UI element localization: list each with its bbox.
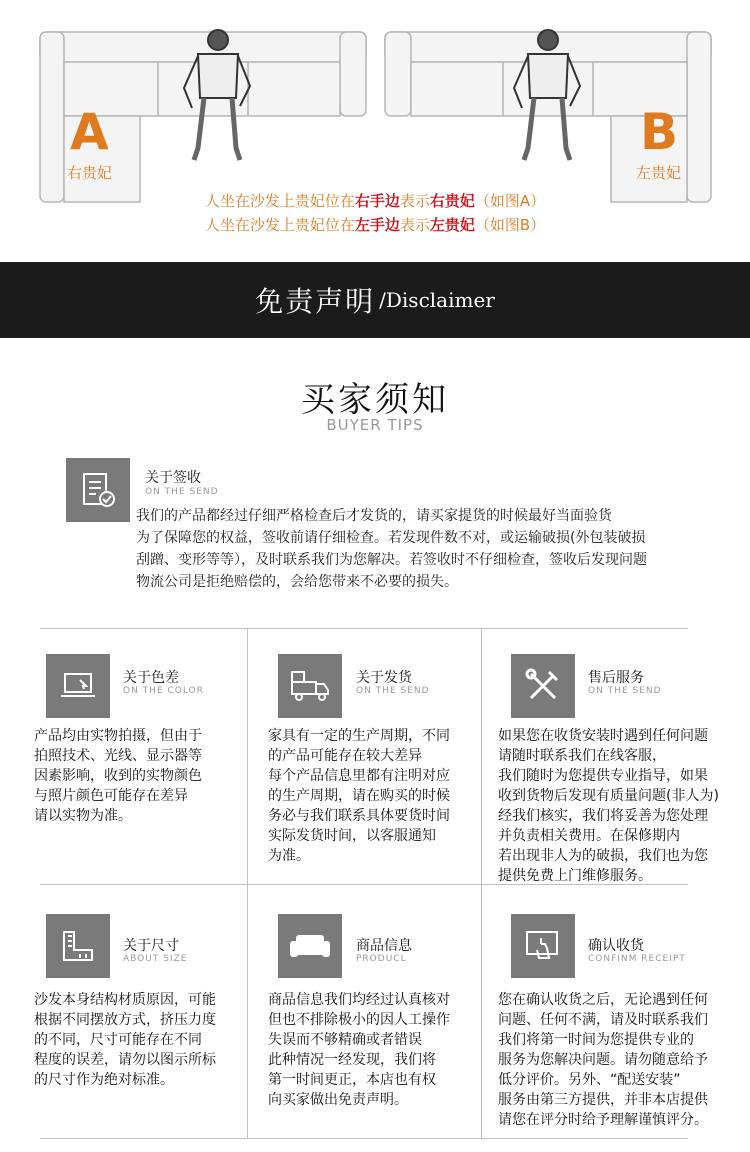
cell-subtitle: PRODUCL — [356, 954, 407, 964]
laptop-icon — [46, 654, 110, 718]
person-figure-b — [508, 28, 588, 168]
cell-line: 向买家做出免责声明。 — [268, 1092, 408, 1108]
banner-title-en: /Disclaimer — [379, 288, 495, 312]
cell-text — [34, 726, 244, 826]
cell-subtitle: ON THE SEND — [588, 686, 662, 696]
clipboard-check-icon — [66, 458, 130, 522]
sofa-orientation-diagram — [0, 0, 750, 262]
cell-line: 拍照技术、光线、显示器等 — [34, 748, 202, 764]
cell-line: 商品信息我们均经过认真核对 — [268, 992, 450, 1008]
cell-title: 关于色差 — [123, 670, 179, 686]
cell-line: 问题、任何不满，请及时联系我们 — [498, 1012, 708, 1028]
cell-text — [268, 726, 480, 866]
cell-line: 提供免费上门维修服务。 — [498, 868, 652, 884]
cell-line: 的尺寸作为绝对标准。 — [34, 1072, 174, 1088]
cell-line: 您在确认收货之后，无论遇到任何 — [498, 992, 708, 1008]
cell-subtitle: ABOUT SIZE — [123, 954, 188, 964]
cell-line: 的生产周期，请在购买的时候 — [268, 788, 450, 804]
cell-line: 我们将第一时间为您提供专业的 — [498, 1032, 694, 1048]
sign-line: 我们的产品都经过仔细严格检查后才发货的，请买家提货的时候最好当面验货 — [136, 508, 612, 524]
cell-text — [34, 990, 244, 1090]
grid-divider — [40, 1138, 688, 1139]
cell-line: 服务为您解决问题。请勿随意给予 — [498, 1052, 708, 1068]
cell-line: 收到货物后发现有质量问题(非人为) — [498, 788, 719, 804]
cell-line: 务必与我们联系具体要货时间 — [268, 808, 450, 824]
cell-subtitle: CONFINM RECEIPT — [588, 954, 686, 964]
cell-line: 的不同，尺寸可能存在不同 — [34, 1032, 202, 1048]
cell-title: 关于尺寸 — [123, 938, 179, 954]
cell-line: 若出现非人为的破损，我们也为您 — [498, 848, 708, 864]
sign-subtitle: ON THE SEND — [145, 487, 219, 497]
tools-icon — [511, 654, 575, 718]
sofa-b-label: 左贵妃 — [636, 164, 682, 182]
cell-line: 每个产品信息里都有注明对应 — [268, 768, 450, 784]
caption-b: 人坐在沙发上贵妃位在左手边表示左贵妃（如图B） — [204, 216, 546, 234]
ruler-icon — [46, 914, 110, 978]
cell-line: 家具有一定的生产周期，不同 — [268, 728, 450, 744]
cell-text — [498, 726, 738, 886]
sign-line: 为了保障您的权益，签收前请仔细检查。若发现件数不对，或运输破损(外包装破损 — [136, 530, 646, 546]
cell-line: 根据不同摆放方式，挤压力度 — [34, 1012, 216, 1028]
grid-divider — [481, 628, 482, 1138]
cell-text — [498, 990, 738, 1130]
cell-line: 经我们核实，我们将妥善为您处理 — [498, 808, 708, 824]
page-subtitle: BUYER TIPS — [326, 416, 424, 434]
sofa-a-letter: A — [70, 103, 109, 161]
cell-line: 为准。 — [268, 848, 310, 864]
cell-subtitle: ON THE COLOR — [123, 686, 204, 696]
cell-line: 请随时联系我们在线客服， — [498, 748, 666, 764]
cell-line: 请以实物为准。 — [34, 808, 132, 824]
cell-line: 失误而不够精确或者错误 — [268, 1032, 422, 1048]
cell-line: 与照片颜色可能存在差异 — [34, 788, 188, 804]
cell-line: 的产品可能存在较大差异 — [268, 748, 422, 764]
cell-line: 沙发本身结构材质原因，可能 — [34, 992, 216, 1008]
cell-line: 低分评价。另外、“配送安装” — [498, 1072, 681, 1088]
disclaimer-banner — [0, 262, 750, 338]
cell-subtitle: ON THE SEND — [356, 686, 430, 696]
cell-line: 第一时间更正，本店也有权 — [268, 1072, 436, 1088]
truck-icon — [278, 654, 342, 718]
grid-divider — [40, 628, 688, 629]
caption-a: 人坐在沙发上贵妃位在右手边表示右贵妃（如图A） — [204, 192, 546, 210]
cell-line: 请您在评分时给予理解谨慎评分。 — [498, 1112, 708, 1128]
sign-title: 关于签收 — [145, 470, 201, 486]
person-figure-a — [178, 28, 258, 168]
sign-line: 物流公司是拒绝赔偿的，会给您带来不必要的损失。 — [136, 574, 458, 590]
cell-line: 程度的误差，请勿以图示所标 — [34, 1052, 216, 1068]
sofa-icon — [278, 914, 342, 978]
cell-line: 实际发货时间，以客服通知 — [268, 828, 436, 844]
cell-line: 因素影响，收到的实物颜色 — [34, 768, 202, 784]
sign-line: 刮蹭、变形等等），及时联系我们为您解决。若签收时不仔细检查，签收后发现问题 — [136, 552, 647, 568]
cell-line: 并负责相关费用。在保修期内 — [498, 828, 680, 844]
cell-title: 确认收货 — [588, 938, 644, 954]
cell-title: 商品信息 — [356, 938, 412, 954]
cell-line: 如果您在收货安装时遇到任何问题 — [498, 728, 708, 744]
cell-line: 服务由第三方提供，并非本店提供 — [498, 1092, 708, 1108]
page-title: 买家须知 — [301, 380, 449, 420]
sofa-a-label: 右贵妃 — [67, 164, 113, 182]
cell-title: 售后服务 — [588, 670, 644, 686]
cell-text — [268, 990, 480, 1110]
cell-line: 但也不排除极小的因人工操作 — [268, 1012, 450, 1028]
sofa-b-letter: B — [640, 103, 679, 161]
cell-line: 我们随时为您提供专业指导，如果 — [498, 768, 708, 784]
sign-text — [136, 505, 706, 593]
touch-screen-icon — [511, 914, 575, 978]
cell-line: 此种情况一经发现，我们将 — [268, 1052, 436, 1068]
grid-divider — [247, 628, 248, 1138]
banner-title-cn: 免责声明 — [255, 285, 376, 318]
cell-title: 关于发货 — [356, 670, 412, 686]
cell-line: 产品均由实物拍摄，但由于 — [34, 728, 202, 744]
